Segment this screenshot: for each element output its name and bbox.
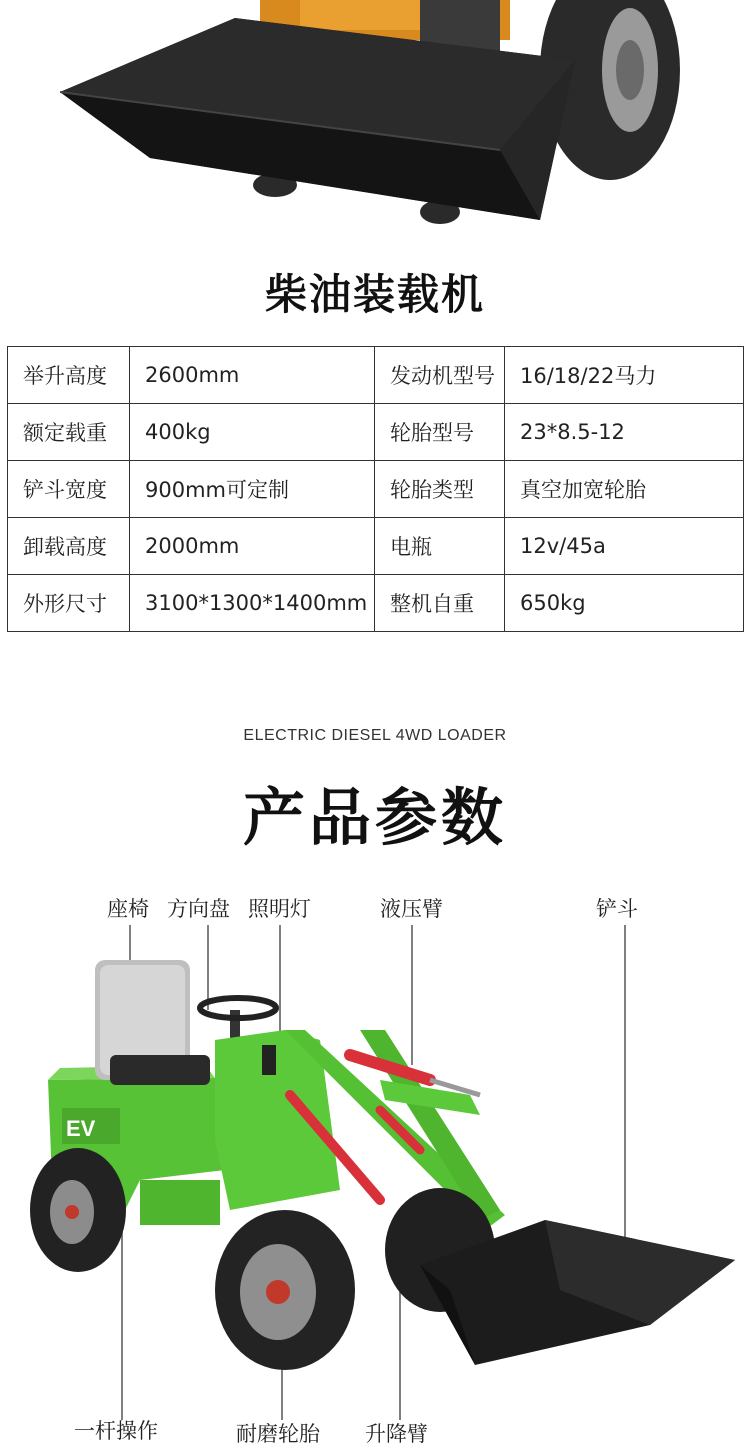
spec-label: 轮胎型号 — [375, 404, 505, 461]
callout-bucket: 铲斗 — [596, 897, 638, 921]
callout-steering-wheel: 方向盘 — [167, 897, 230, 921]
spec-label: 轮胎类型 — [375, 461, 505, 518]
spec-value: 400kg — [130, 404, 375, 461]
spec-value: 900mm可定制 — [130, 461, 375, 518]
spec-value: 23*8.5-12 — [505, 404, 744, 461]
spec-table — [7, 346, 744, 632]
callout-single-lever: 一杆操作 — [74, 1419, 158, 1443]
spec-label: 整机自重 — [375, 575, 505, 632]
spec-value: 650kg — [505, 575, 744, 632]
spec-value: 3100*1300*1400mm — [130, 575, 375, 632]
callout-lift-arm: 升降臂 — [365, 1422, 428, 1446]
loader-diagram — [0, 880, 750, 1444]
table-row — [8, 347, 744, 404]
table-row — [8, 404, 744, 461]
spec-value: 真空加宽轮胎 — [505, 461, 744, 518]
callout-headlight: 照明灯 — [248, 897, 311, 921]
spec-label: 电瓶 — [375, 518, 505, 575]
ev-badge: EV — [66, 1116, 96, 1141]
main-title: 柴油装载机 — [264, 270, 485, 319]
spec-value: 16/18/22马力 — [505, 347, 744, 404]
callout-seat: 座椅 — [107, 897, 149, 921]
spec-label: 发动机型号 — [375, 347, 505, 404]
spec-value: 2600mm — [130, 347, 375, 404]
spec-value: 12v/45a — [505, 518, 744, 575]
params-title: 产品参数 — [242, 781, 507, 854]
spec-label: 举升高度 — [8, 347, 130, 404]
spec-label: 外形尺寸 — [8, 575, 130, 632]
spec-value: 2000mm — [130, 518, 375, 575]
english-subtitle: ELECTRIC DIESEL 4WD LOADER — [243, 727, 507, 744]
spec-label: 卸载高度 — [8, 518, 130, 575]
callout-tires: 耐磨轮胎 — [236, 1422, 320, 1446]
table-row — [8, 575, 744, 632]
bucket-photo — [0, 0, 750, 240]
spec-label: 铲斗宽度 — [8, 461, 130, 518]
table-row — [8, 518, 744, 575]
callout-hydraulic-arm: 液压臂 — [380, 897, 443, 921]
spec-label: 额定载重 — [8, 404, 130, 461]
table-row — [8, 461, 744, 518]
